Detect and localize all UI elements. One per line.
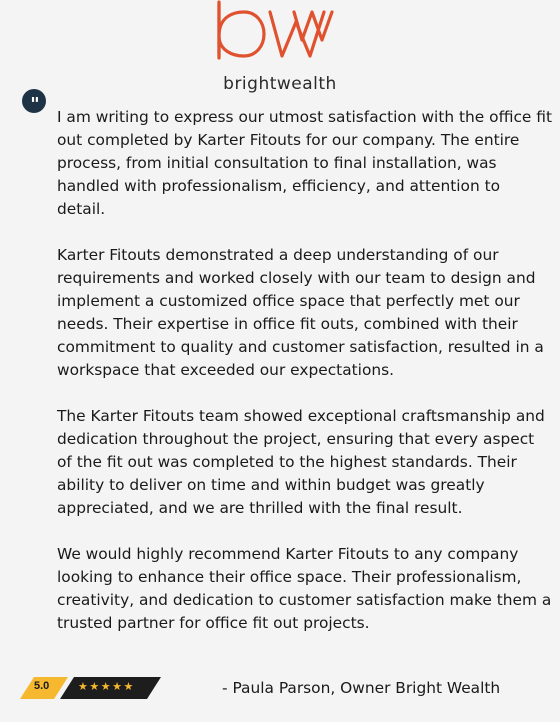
testimonial-paragraph: I am writing to express our utmost satisfaction with the office fit out completed by Karter Fitouts for our company. The entire process, from initial consultation to final installation, was handled with professionalism, efficiency, and attention to detail. xyxy=(57,108,553,218)
testimonial-body xyxy=(57,106,552,658)
testimonial-paragraph: Karter Fitouts demonstrated a deep understanding of our requirements and worked closely with our team to design and implement a customized office space that perfectly met our needs. Their expertise in office fit outs, combined with their commitment to quality and customer satisfaction, resulted in a workspace that exceeded our expectations. xyxy=(57,246,544,379)
bw-logo-mark xyxy=(214,0,346,70)
testimonial-paragraph: We would highly recommend Karter Fitouts to any company looking to enhance their office space. Their professionalism, creativity, and dedication to customer satisfaction make them a trusted partner for office fit out projects. xyxy=(57,545,552,632)
quote-icon: " xyxy=(22,89,46,113)
testimonial-paragraph: The Karter Fitouts team showed exceptional craftsmanship and dedication throughout the project, ensuring that every aspect of the fit out was completed to the highest standards. Their ability to deliver on time and within budget was greatly appreciated, and we are thrilled with the final result. xyxy=(57,407,545,517)
rating-score: 5.0 xyxy=(34,680,50,692)
star-icons: ★★★★★ xyxy=(78,680,135,693)
brand-name: brightwealth xyxy=(223,74,337,94)
testimonial-author: - Paula Parson, Owner Bright Wealth xyxy=(222,679,501,697)
rating-badge xyxy=(20,677,140,699)
